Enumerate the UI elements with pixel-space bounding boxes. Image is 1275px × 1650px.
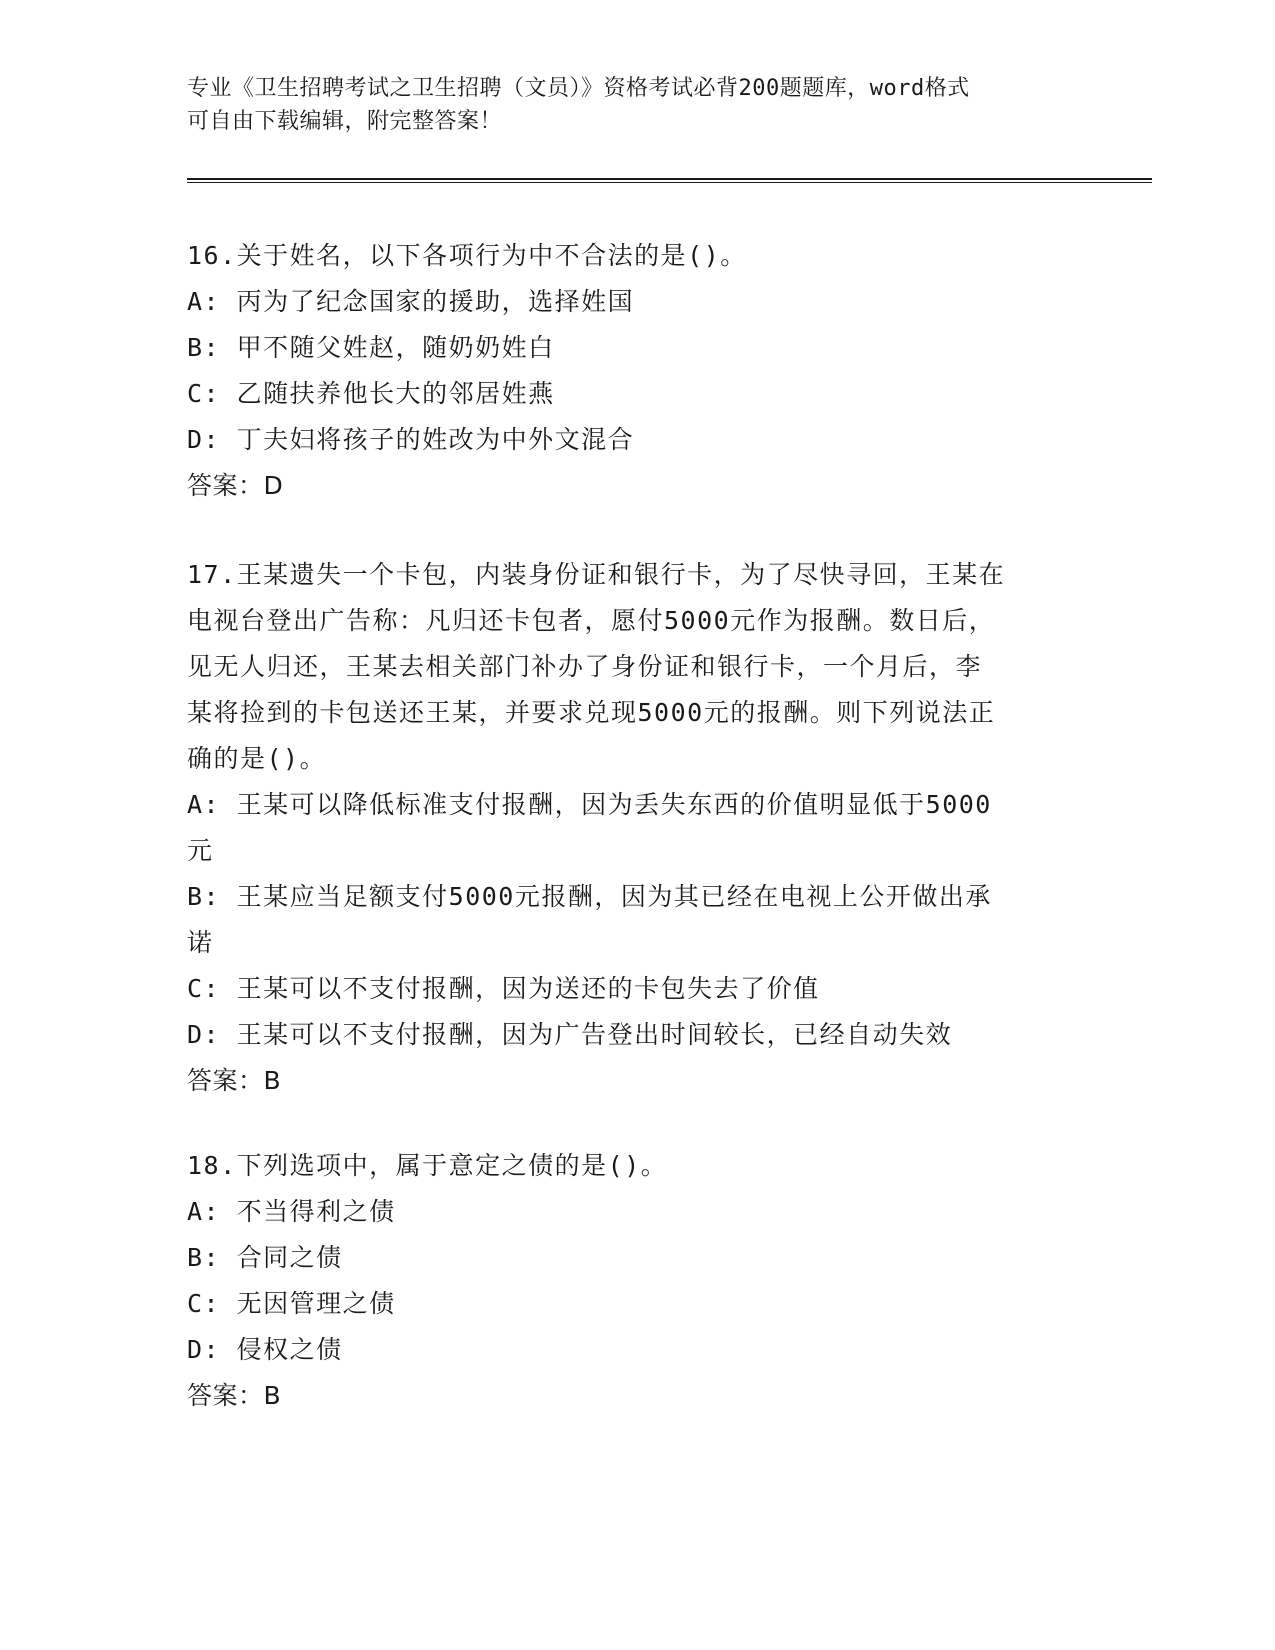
- option-c: C: 王某可以不支付报酬，因为送还的卡包失去了价值: [187, 974, 820, 1003]
- option-b: B: 合同之债: [187, 1243, 343, 1272]
- question-stem: 电视台登出广告称：凡归还卡包者，愿付5000元作为报酬。数日后，: [187, 606, 996, 635]
- header-divider-thick: [187, 178, 1152, 180]
- answer-label: 答案：B: [187, 1381, 282, 1410]
- question-16: [187, 233, 1087, 509]
- question-stem: 见无人归还，王某去相关部门补办了身份证和银行卡，一个月后，李: [187, 652, 983, 681]
- question-stem: 18.下列选项中，属于意定之债的是()。: [187, 1151, 668, 1180]
- question-stem: 17.王某遗失一个卡包，内装身份证和银行卡，为了尽快寻回，王某在: [187, 560, 1006, 589]
- option-a: A: 丙为了纪念国家的援助，选择姓国: [187, 287, 635, 316]
- header-divider-thin: [187, 182, 1152, 183]
- answer-label: 答案：D: [187, 471, 284, 500]
- option-b: B: 王某应当足额支付5000元报酬，因为其已经在电视上公开做出承: [187, 882, 992, 911]
- answer-label: 答案：B: [187, 1066, 282, 1095]
- option-c: C: 无因管理之债: [187, 1289, 396, 1318]
- question-stem: 16.关于姓名，以下各项行为中不合法的是()。: [187, 241, 747, 270]
- option-d: D: 王某可以不支付报酬，因为广告登出时间较长，已经自动失效: [187, 1020, 953, 1049]
- question-stem: 确的是()。: [187, 744, 327, 773]
- option-c: C: 乙随扶养他长大的邻居姓燕: [187, 379, 555, 408]
- question-18: [187, 1143, 1087, 1419]
- option-b-continued: 诺: [187, 928, 214, 957]
- option-a-continued: 元: [187, 836, 214, 865]
- option-a: A: 王某可以降低标准支付报酬，因为丢失东西的价值明显低于5000: [187, 790, 992, 819]
- question-17: [187, 552, 1087, 1104]
- option-d: D: 丁夫妇将孩子的姓改为中外文混合: [187, 425, 635, 454]
- option-a: A: 不当得利之债: [187, 1197, 396, 1226]
- option-b: B: 甲不随父姓赵，随奶奶姓白: [187, 333, 555, 362]
- option-d: D: 侵权之债: [187, 1335, 343, 1364]
- document-header: [187, 72, 1067, 138]
- header-title-line-1: 专业《卫生招聘考试之卫生招聘（文员）》资格考试必背200题题库，word格式: [187, 76, 970, 101]
- question-stem: 某将捡到的卡包送还王某，并要求兑现5000元的报酬。则下列说法正: [187, 698, 996, 727]
- header-title-line-2: 可自由下载编辑，附完整答案！: [187, 109, 503, 134]
